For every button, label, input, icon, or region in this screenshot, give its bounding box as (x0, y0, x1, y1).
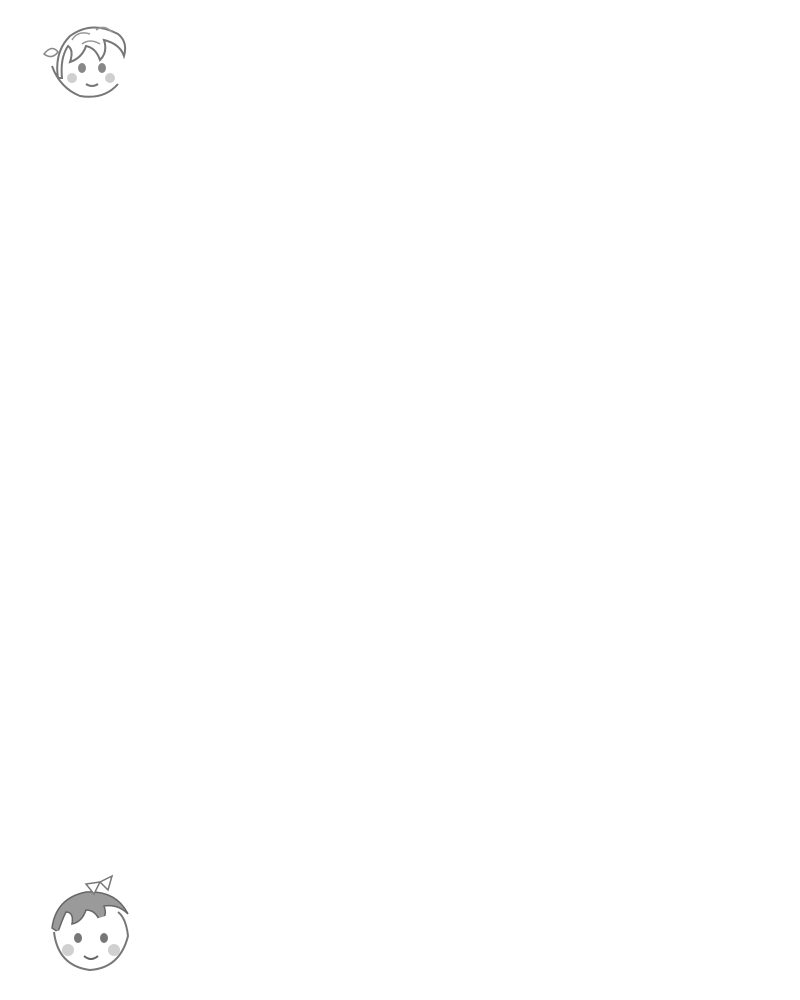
girl-face-icon (0, 0, 160, 1000)
